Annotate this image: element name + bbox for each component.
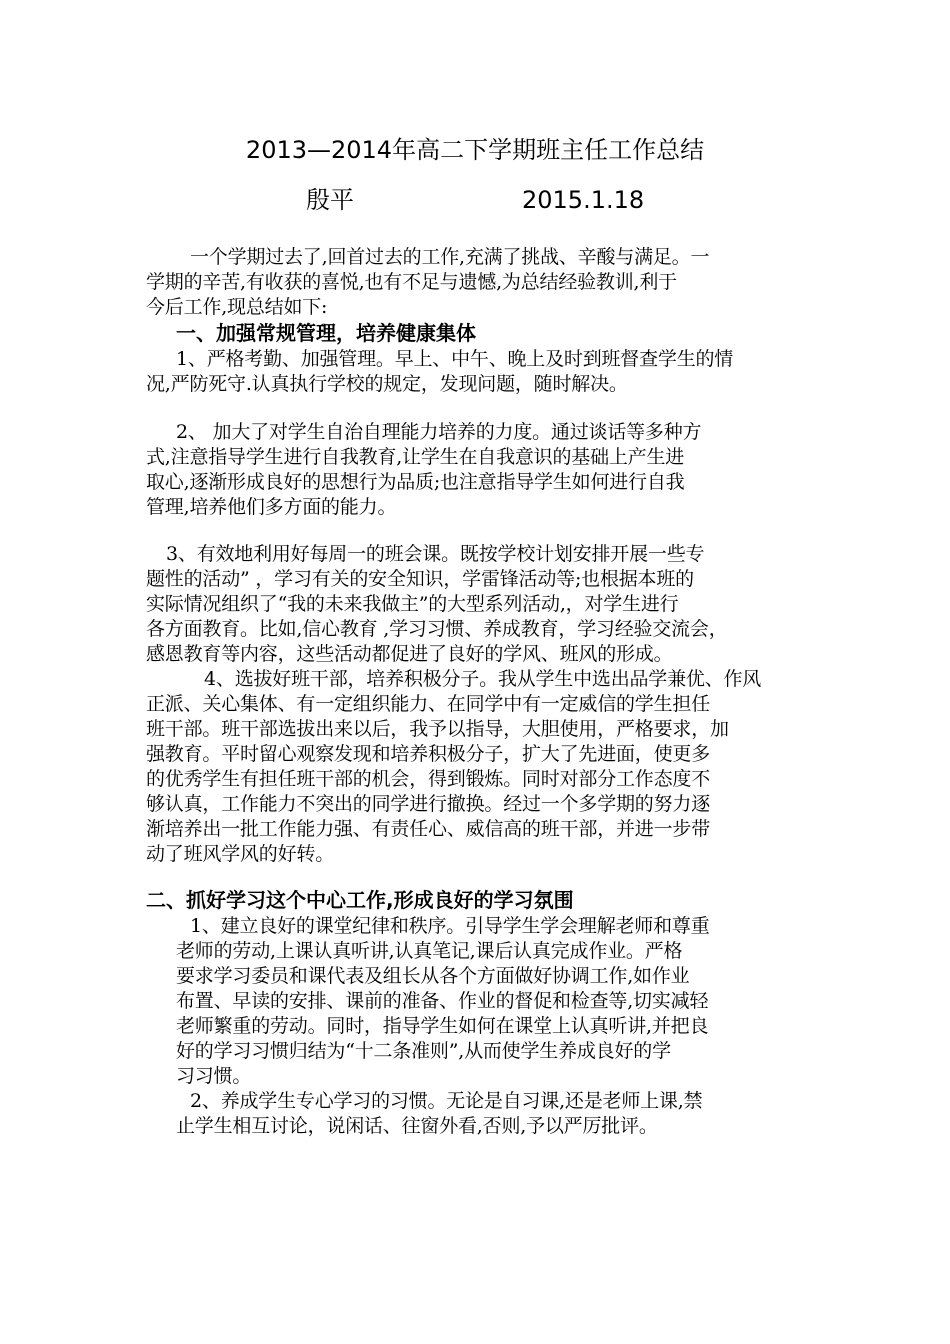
section2-item1-line-1: 1、建立良好的课堂纪律和秩序。引导学生学会理解老师和尊重 bbox=[190, 915, 710, 937]
section1-item4-line-5: 的优秀学生有担任班干部的机会，得到锻炼。同时对部分工作态度不 bbox=[146, 768, 711, 790]
section1-item4-line-7: 渐培养出一批工作能力强、有责任心、威信高的班干部，并进一步带 bbox=[146, 818, 711, 840]
intro-line-2: 学期的辛苦,有收获的喜悦,也有不足与遗憾,为总结经验教训,利于 bbox=[146, 271, 677, 293]
section1-item3-line-5: 感恩教育等内容，这些活动都促进了良好的学风、班风的形成。 bbox=[146, 643, 673, 665]
section2-item2-line-1: 2、养成学生专心学习的习惯。无论是自习课,还是老师上课,禁 bbox=[190, 1090, 703, 1112]
section1-item3-line-4: 各方面教育。比如,信心教育 ,学习习惯、养成教育，学习经验交流会， bbox=[146, 618, 728, 640]
author-name: 殷平 bbox=[306, 186, 354, 214]
intro-line-1: 一个学期过去了,回首过去的工作,充满了挑战、辛酸与满足。一 bbox=[190, 246, 710, 268]
section1-item4-line-2: 正派、关心集体、有一定组织能力、在同学中有一定威信的学生担任 bbox=[146, 693, 711, 715]
section2-item1-line-2: 老师的劳动,上课认真听讲,认真笔记,课后认真完成作业。严格 bbox=[176, 940, 683, 962]
section1-item4-line-3: 班干部。班干部选拔出来以后，我予以指导，大胆使用，严格要求，加 bbox=[146, 718, 729, 740]
section1-item2-line-3: 取心,逐渐形成良好的思想行为品质;也注意指导学生如何进行自我 bbox=[146, 471, 685, 493]
section1-item4-line-6: 够认真，工作能力不突出的同学进行撤换。经过一个多学期的努力逐 bbox=[146, 793, 711, 815]
section1-item1-line-1: 1、严格考勤、加强管理。早上、中午、晚上及时到班督查学生的情 bbox=[176, 348, 734, 370]
section1-item2-line-1: 2、 加大了对学生自治自理能力培养的力度。通过谈话等多种方 bbox=[176, 421, 702, 443]
section1-item4-line-8: 动了班风学风的好转。 bbox=[146, 843, 335, 865]
section1-item3-line-1: 3、有效地利用好每周一的班会课。既按学校计划安排开展一些专 bbox=[166, 543, 705, 565]
section1-item4-line-4: 强教育。平时留心观察发现和培养积极分子，扩大了先进面，使更多 bbox=[146, 743, 711, 765]
section2-item1-line-5: 老师繁重的劳动。同时，指导学生如何在课堂上认真听讲,并把良 bbox=[176, 1015, 709, 1037]
section2-item1-line-3: 要求学习委员和课代表及组长从各个方面做好协调工作,如作业 bbox=[176, 965, 690, 987]
section1-item2-line-2: 式,注意指导学生进行自我教育,让学生在自我意识的基础上产生进 bbox=[146, 446, 685, 468]
section1-item3-line-2: 题性的活动” ，学习有关的安全知识，学雷锋活动等;也根据本班的 bbox=[146, 568, 694, 590]
section2-item1-line-7: 习习惯。 bbox=[176, 1065, 252, 1087]
section2-item1-line-6: 好的学习习惯归结为“十二条准则”,从而使学生养成良好的学 bbox=[176, 1040, 671, 1062]
section2-item2-line-2: 止学生相互讨论，说闲话、往窗外看,否则,予以严厉批评。 bbox=[176, 1115, 658, 1137]
section1-item4-line-1: 4、选拔好班干部，培养积极分子。我从学生中选出品学兼优、作风 bbox=[204, 668, 762, 690]
section1-item2-line-4: 管理,培养他们多方面的能力。 bbox=[146, 496, 397, 518]
document-title: 2013—2014年高二下学期班主任工作总结 bbox=[245, 136, 705, 164]
section1-heading: 一、加强常规管理，培养健康集体 bbox=[176, 321, 476, 345]
document-date: 2015.1.18 bbox=[522, 186, 645, 214]
section2-heading: 二、抓好学习这个中心工作,形成良好的学习氛围 bbox=[146, 888, 574, 912]
section2-item1-line-4: 布置、早读的安排、课前的准备、作业的督促和检查等,切实减轻 bbox=[176, 990, 709, 1012]
section1-item3-line-3: 实际情况组织了“我的未来我做主”的大型系列活动,，对学生进行 bbox=[146, 593, 679, 615]
section1-item1-line-2: 况,严防死守.认真执行学校的规定，发现问题，随时解决。 bbox=[146, 373, 628, 395]
intro-line-3: 今后工作,现总结如下: bbox=[146, 296, 328, 318]
